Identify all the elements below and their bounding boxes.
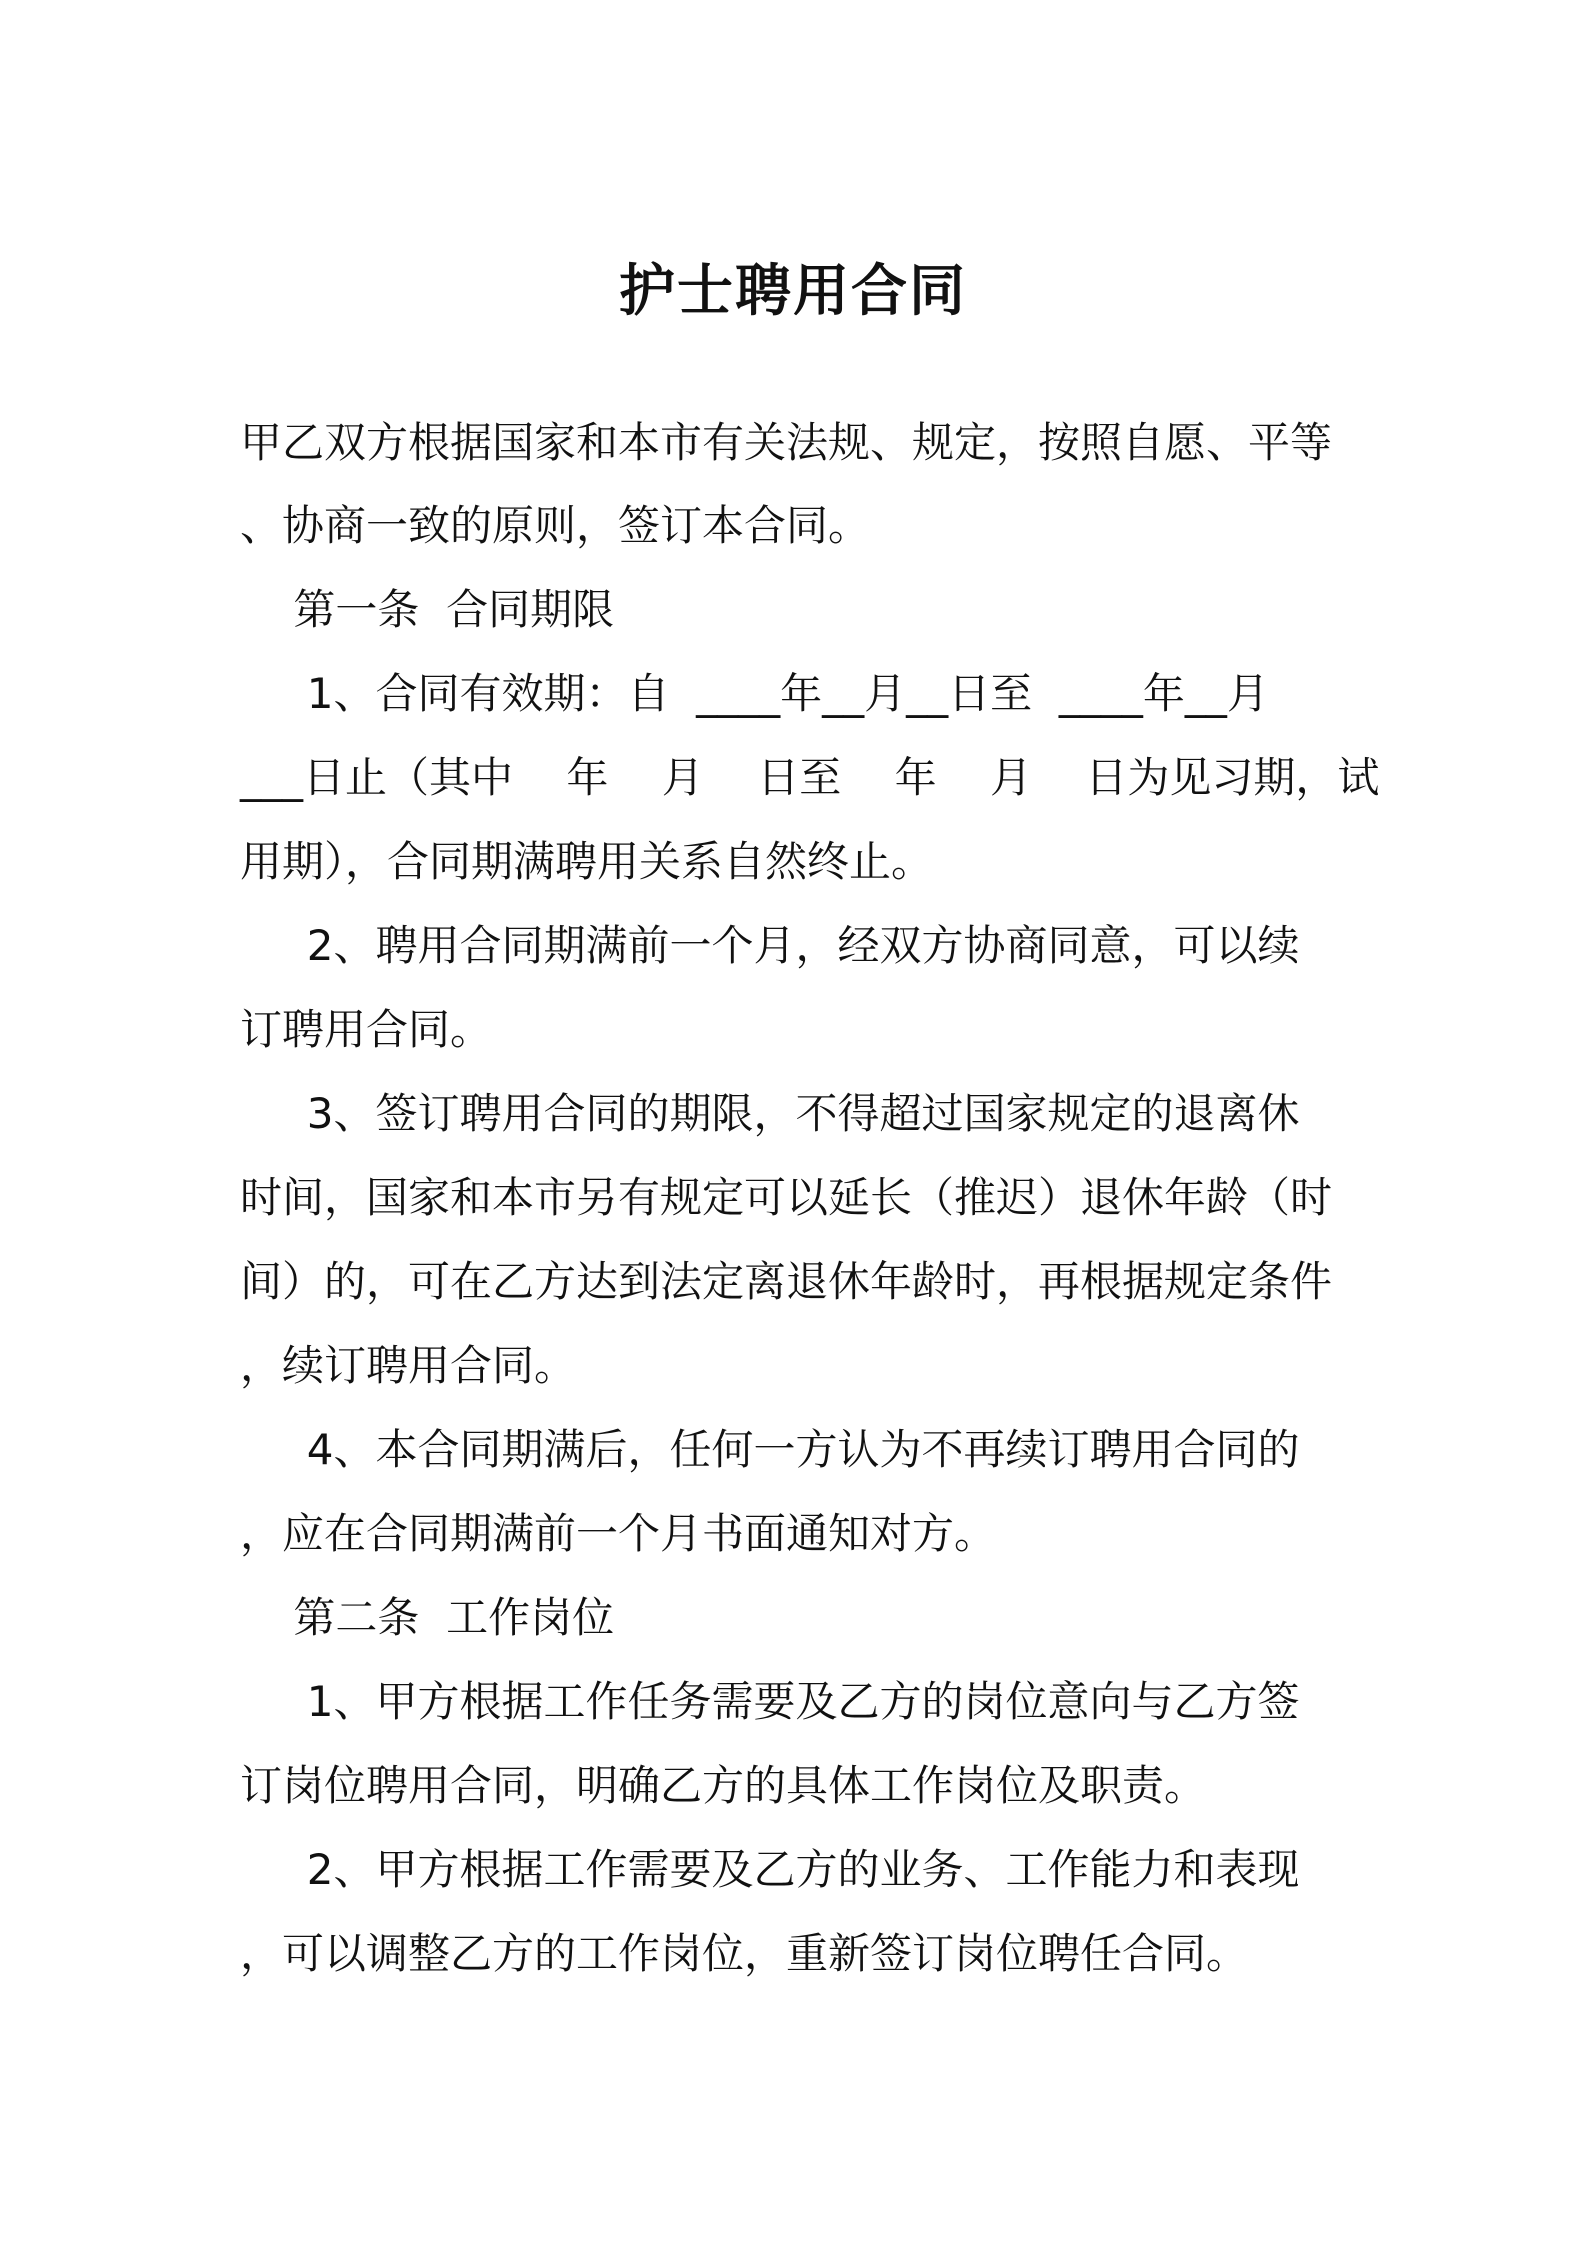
paragraph-line: 订岗位聘用合同，明确乙方的具体工作岗位及职责。 xyxy=(240,1761,1207,1810)
paragraph-line: 时间，国家和本市另有规定可以延长（推迟）退休年龄（时 xyxy=(240,1173,1333,1222)
paragraph-line: 3、签订聘用合同的期限，不得超过国家规定的退离休 xyxy=(240,1089,1300,1138)
paragraph-line: 间）的，可在乙方达到法定离退休年龄时，再根据规定条件 xyxy=(240,1257,1333,1306)
paragraph-line: ，可以调整乙方的工作岗位，重新签订岗位聘任合同。 xyxy=(240,1929,1249,1978)
paragraph-line: ，续订聘用合同。 xyxy=(240,1341,577,1390)
paragraph-line: ，应在合同期满前一个月书面通知对方。 xyxy=(240,1509,997,1558)
paragraph-line: ___日止（其中 年 月 日至 年 月 日为见习期，试 xyxy=(240,753,1380,802)
paragraph-line: 、协商一致的原则，签订本合同。 xyxy=(240,501,871,550)
paragraph-line: 2、聘用合同期满前一个月，经双方协商同意，可以续 xyxy=(240,921,1300,970)
paragraph-line: 4、本合同期满后，任何一方认为不再续订聘用合同的 xyxy=(240,1425,1300,1474)
document-title: 护士聘用合同 xyxy=(619,259,967,324)
paragraph-line: 用期），合同期满聘用关系自然终止。 xyxy=(240,837,934,886)
paragraph-line: 1、合同有效期：自 ____年__月__日至 ____年__月 xyxy=(240,669,1269,718)
paragraph-line: 2、甲方根据工作需要及乙方的业务、工作能力和表现 xyxy=(240,1845,1300,1894)
section-heading: 第一条 合同期限 xyxy=(240,585,615,634)
paragraph-line: 1、甲方根据工作任务需要及乙方的岗位意向与乙方签 xyxy=(240,1677,1300,1726)
paragraph-line: 甲乙双方根据国家和本市有关法规、规定，按照自愿、平等 xyxy=(240,418,1333,467)
section-heading: 第二条 工作岗位 xyxy=(240,1593,615,1642)
paragraph-line: 订聘用合同。 xyxy=(240,1005,493,1054)
